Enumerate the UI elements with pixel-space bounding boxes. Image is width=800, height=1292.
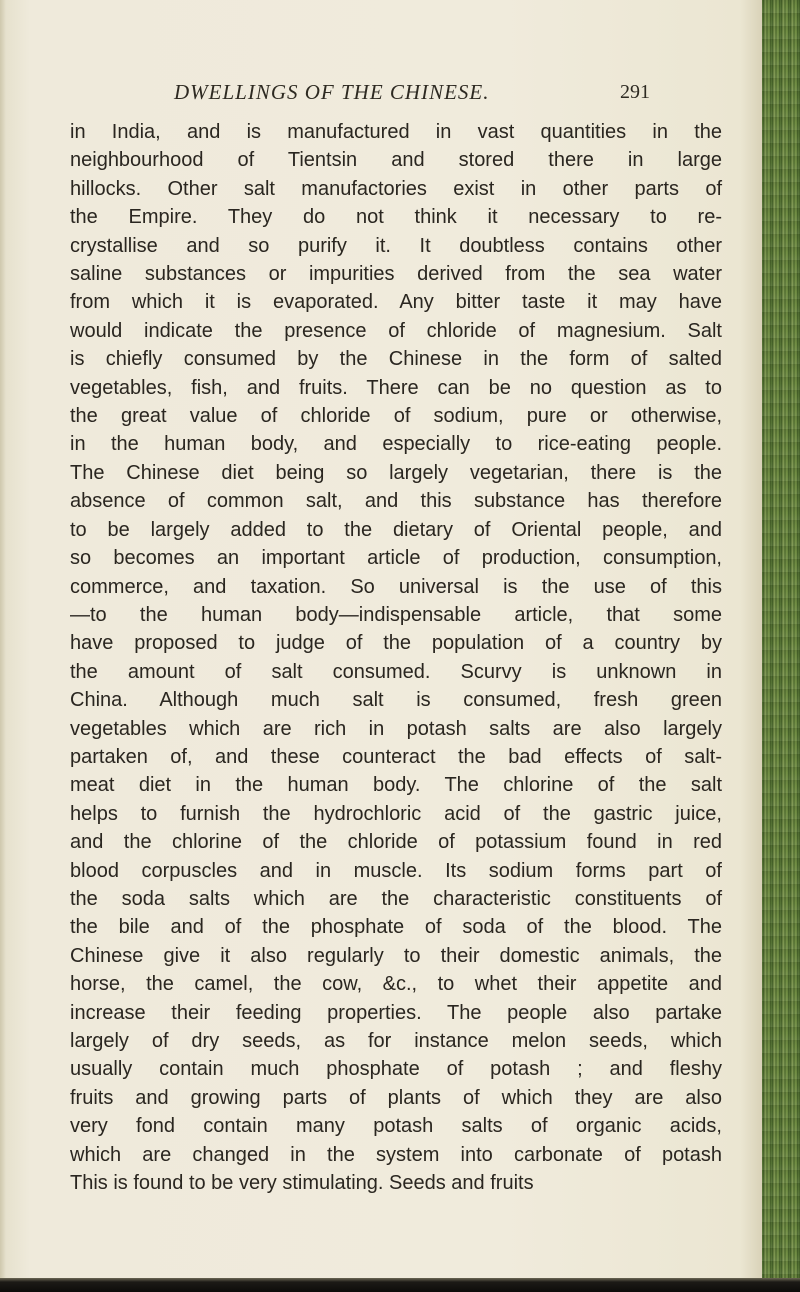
text-line: This is found to be very stimulating. Seeds and fruits: [70, 1172, 534, 1195]
text-line: very fond contain many potash salts of organic acids,: [70, 1115, 722, 1138]
page-left-edge: [0, 0, 6, 1292]
text-line: absence of common salt, and this substance has therefore: [70, 490, 722, 513]
page-bottom-edge: [0, 1278, 800, 1292]
text-line: the bile and of the phosphate of soda of the blood. The: [70, 916, 722, 939]
text-line: —to the human body—indispensable article, that some: [70, 603, 722, 626]
text-line: partaken of, and these counteract the bad effects of salt-: [70, 745, 722, 768]
page-number: 291: [620, 81, 650, 103]
text-line: horse, the camel, the cow, &c., to whet their appetite and: [70, 973, 722, 996]
text-line: crystallise and so purify it. It doubtless contains other: [70, 234, 722, 257]
text-line: usually contain much phosphate of potash ; and fleshy: [70, 1058, 722, 1081]
text-line: in the human body, and especially to rice-eating people.: [70, 433, 722, 456]
text-line: largely of dry seeds, as for instance melon seeds, which: [70, 1030, 722, 1052]
text-line: meat diet in the human body. The chlorine of the salt: [70, 774, 722, 797]
running-head: DWELLINGS OF THE CHINESE.: [174, 80, 490, 104]
text-line: vegetables, fish, and fruits. There can be no question as to: [70, 376, 722, 399]
text-line: is chiefly consumed by the Chinese in the form of salted: [70, 348, 722, 371]
text-line: would indicate the presence of chloride of magnesium. Salt: [70, 319, 722, 342]
text-line: blood corpuscles and in muscle. Its sodium forms part of: [70, 859, 722, 882]
body-text: [70, 118, 722, 1197]
text-line: so becomes an important article of production, consumption,: [70, 547, 722, 570]
text-line: the amount of salt consumed. Scurvy is unknown in: [70, 660, 722, 683]
text-line: in India, and is manufactured in vast quantities in the: [70, 121, 722, 143]
text-line: neighbourhood of Tientsin and stored there in large: [70, 149, 722, 172]
text-line: from which it is evaporated. Any bitter taste it may have: [70, 291, 722, 314]
text-line: The Chinese diet being so largely vegetarian, there is the: [70, 461, 722, 484]
text-line: Chinese give it also regularly to their domestic animals, the: [70, 944, 722, 967]
text-line: China. Although much salt is consumed, fresh green: [70, 689, 722, 712]
text-line: fruits and growing parts of plants of which they are also: [70, 1086, 722, 1109]
text-line: vegetables which are rich in potash salts are also largely: [70, 717, 722, 740]
text-line: the soda salts which are the characteristic constituents of: [70, 887, 722, 910]
text-line: hillocks. Other salt manufactories exist in other parts of: [70, 177, 722, 200]
text-line: and the chlorine of the chloride of potassium found in red: [70, 831, 722, 854]
text-line: to be largely added to the dietary of Oriental people, and: [70, 518, 722, 541]
text-line: commerce, and taxation. So universal is the use of this: [70, 575, 722, 598]
text-line: which are changed in the system into carbonate of potash: [70, 1143, 722, 1166]
text-line: have proposed to judge of the population of a country by: [70, 632, 722, 655]
text-line: increase their feeding properties. The people also partake: [70, 1001, 722, 1024]
text-line: helps to furnish the hydrochloric acid of the gastric juice,: [70, 802, 722, 825]
book-spine-gutter: [762, 0, 800, 1292]
text-line: saline substances or impurities derived from the sea water: [70, 263, 722, 286]
text-line: the great value of chloride of sodium, pure or otherwise,: [70, 405, 722, 428]
text-line: the Empire. They do not think it necessary to re-: [70, 206, 722, 229]
page-header: [110, 80, 650, 110]
